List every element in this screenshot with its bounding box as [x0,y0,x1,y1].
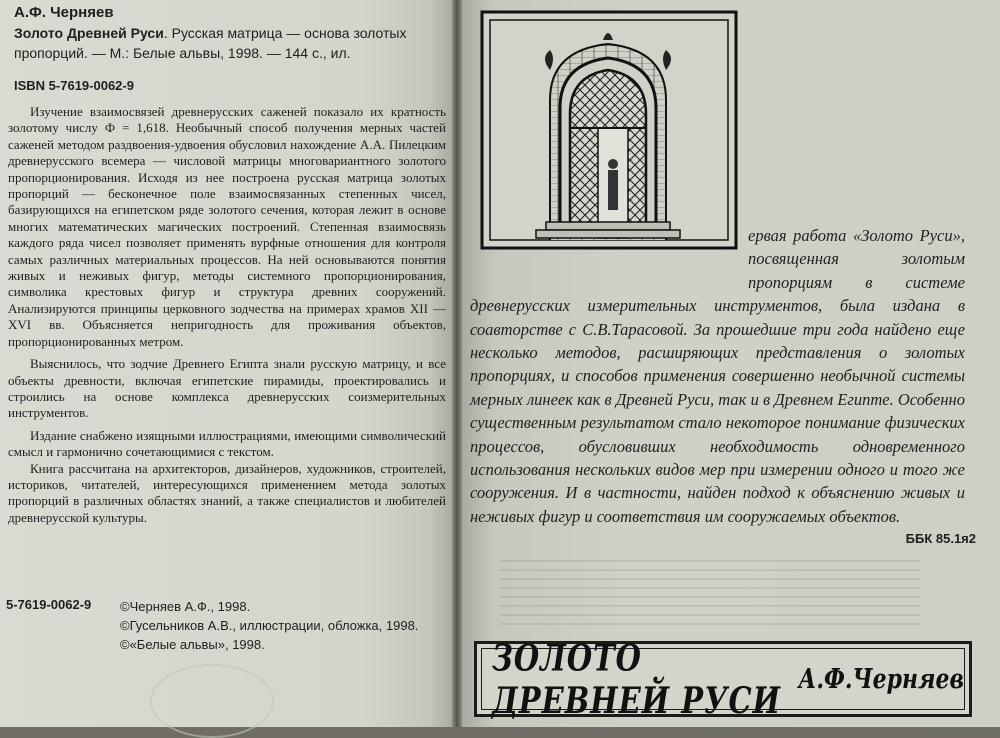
bleed-through-text [500,560,920,630]
title-banner [474,636,972,722]
banner-book-title: ЗОЛОТО ДРЕВНЕЙ РУСИ [492,636,782,722]
illustration-float-spacer [470,224,748,294]
isbn-top: ISBN 5-7619-0062-9 [14,78,134,93]
book-gutter [452,0,462,727]
copyright-list [120,597,418,654]
bbk-code: ББК 85.1я2 [905,531,976,546]
author-name: А.Ф. Черняев [14,4,114,21]
bibliographic-description [14,23,442,63]
abstract [8,104,446,526]
banner-author-name: А.Ф.Черняев [798,662,964,696]
title-banner-inner [481,636,965,722]
bibliographic-details: . Русская матрица — основа золотых пропорций. — М.: Белые альвы, 1998. — 144 с., ил. [14,25,407,61]
abstract-paragraph-3: Издание снабжено изящными иллюстрациями, имеющими символический смысл и гармонично сочетающимися с текстом. [8,427,446,460]
abstract-paragraph-1: Изучение взаимосвязей древнерусских саженей показало их кратность золотому числу Ф = 1,618. Необычный способ получения мерных частей саженей методом раздвоения-удвоения обусловил нахождение А.А. Пилецким древнерусского всемера — числовой матрицы многовариантного золотого пропорционирования. Исходя из нее построена русская матрица золотых пропорций — бесконечное поле взаимосвязанных степенных чисел, базирующихся на египетском ряде золотого сечения, которая лежит в основе многих математических магических построений. Степенная взаимосвязь каждого ряда чисел позволяет применять вурфные отношения для контроля самых различных материальных процессов. На ней основываются понятия живых и неживых фигур, методы системного пропорционирования, символика крестовых фигур и структура древних сооружений. Анализируются принципы церковного зодчества на примерах храмов XII — XVI вв. Объясняется непригодность для проживания объектов, пропорционированных метром. [8,104,446,349]
abstract-paragraph-4: Книга рассчитана на архитекторов, дизайнеров, художников, строителей, историков, читателей, интересующихся применением метода золотых пропорций в различных областях знаний, а также специалистов и любителей древнерусской культуры. [8,460,446,525]
narrative-text [470,224,965,528]
copyright-line: ©Черняев А.Ф., 1998. [120,599,251,614]
copyright-line: ©«Белые альвы», 1998. [120,637,265,652]
copyright-line: ©Гусельников А.В., иллюстрации, обложка, 1998. [120,618,419,633]
arched-window-illustration [480,10,742,252]
book-title: Золото Древней Руси [14,25,164,41]
narrative-body: ервая работа «Золото Руси», посвященная золотым пропорциям в системе древнерусских измерительных инструментов, была издана в соавторстве с С.В.Тарасовой. За прошедшие три года найдено еще несколько методов, расширяющих представления о золотых пропорциях, и способов применения совершенно необычной системы мерных линеек как в Древней Руси, так и в Древнем Египте. Особенно существенным результатом стало некоторое понимание физических процессов, обусловивших необходимость одновременного использования нескольких видов мер при измерении одного и того же сооружения. И в частности, найден подход к объяснению живых и неживых фигур и соответствия им сооружаемых объектов. [470,226,965,526]
abstract-paragraph-2: Выяснилось, что зодчие Древнего Египта знали русскую матрицу, и все объекты древности, включая египетские пирамиды, проектировались и строились на основе комплекса древнерусских соизмерительных инструментов. [8,356,446,421]
isbn-bottom: 5-7619-0062-9 [6,597,92,612]
